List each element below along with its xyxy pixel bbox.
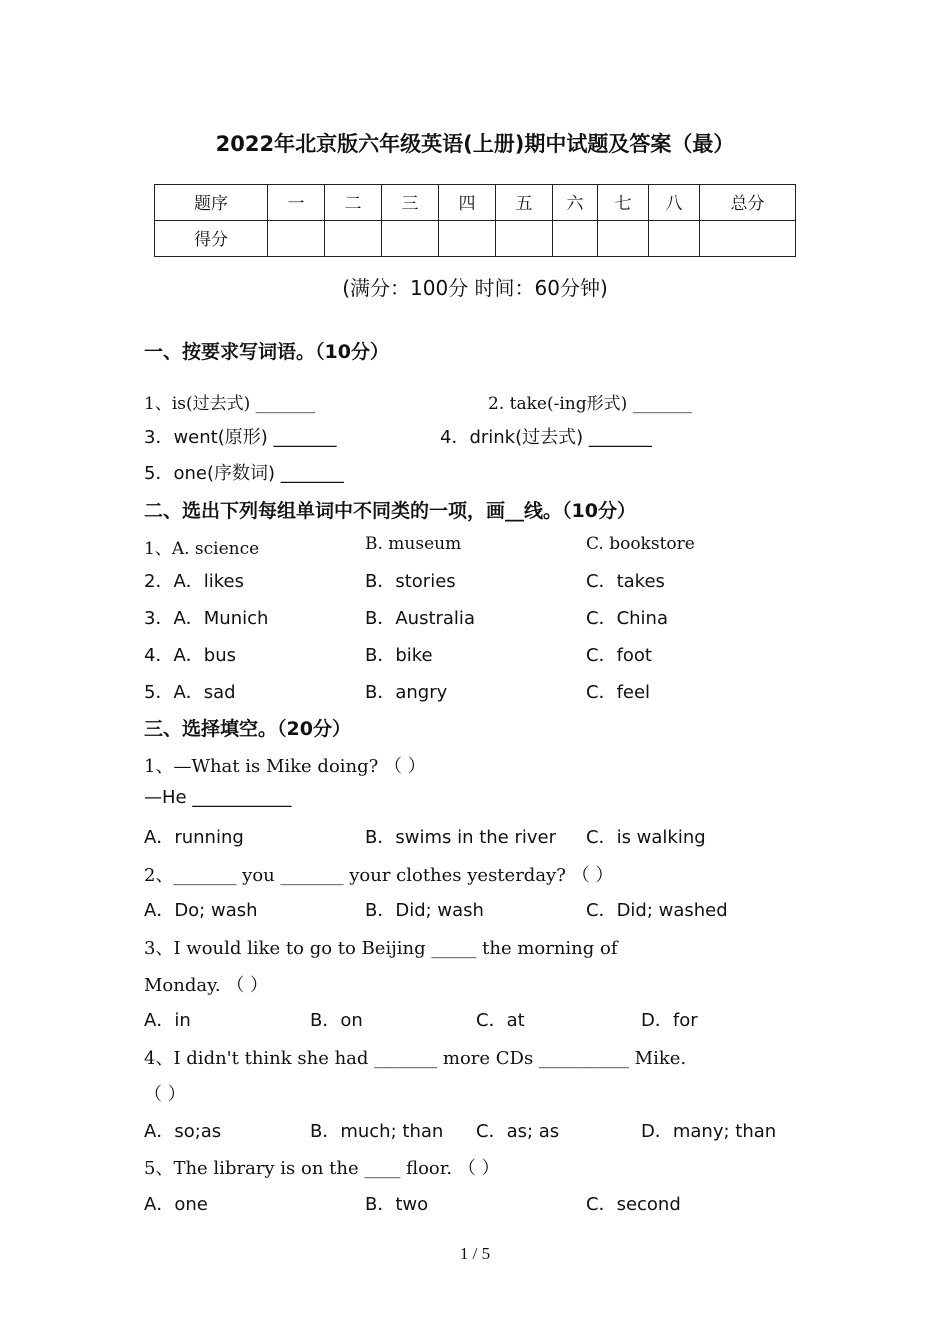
question-text: 3、I would like to go to Beijing _____ the morning of bbox=[144, 938, 618, 959]
section-heading: 三、选择填空。（20分） bbox=[144, 718, 351, 740]
option-cell: B．much; than bbox=[310, 1121, 444, 1142]
option-cell: B．angry bbox=[365, 682, 448, 703]
score-table-score-row bbox=[155, 221, 796, 257]
option-cell: C．second bbox=[586, 1194, 681, 1215]
option-cell: C．Did; washed bbox=[586, 900, 728, 921]
option-cell: C．as; as bbox=[476, 1121, 560, 1142]
question-item: 1、is(过去式) _______ bbox=[144, 394, 316, 414]
option-cell: 3．A．Munich bbox=[144, 608, 269, 629]
question-item: 3．went(原形) _______ bbox=[144, 427, 337, 448]
score-table-header-row bbox=[155, 185, 796, 221]
option-cell: C．takes bbox=[586, 571, 665, 592]
table-cell: 八 bbox=[649, 185, 700, 221]
section-heading: 二、选出下列每组单词中不同类的一项，画__线。（10分） bbox=[144, 500, 636, 522]
option-cell: A．Do; wash bbox=[144, 900, 258, 921]
table-cell: 三 bbox=[382, 185, 439, 221]
option-cell: C．is walking bbox=[586, 827, 706, 848]
question-text: —He ___________ bbox=[144, 787, 292, 808]
option-cell: 4．A．bus bbox=[144, 645, 236, 666]
table-cell: 五 bbox=[496, 185, 553, 221]
table-cell: 总分 bbox=[700, 185, 796, 221]
option-cell: B．stories bbox=[365, 571, 456, 592]
option-cell: A．in bbox=[144, 1010, 191, 1031]
table-cell: 一 bbox=[268, 185, 325, 221]
question-item: 5．one(序数词) _______ bbox=[144, 463, 344, 484]
question-item: 4．drink(过去式) _______ bbox=[440, 427, 652, 448]
option-cell: B．Australia bbox=[365, 608, 475, 629]
table-cell: 六 bbox=[553, 185, 598, 221]
table-cell: 二 bbox=[325, 185, 382, 221]
question-text: 4、I didn't think she had _______ more CDs __________ Mike. bbox=[144, 1048, 687, 1069]
option-cell: 5．A．sad bbox=[144, 682, 236, 703]
score-table bbox=[154, 184, 796, 257]
option-cell: D．for bbox=[641, 1010, 698, 1031]
option-cell: B. museum bbox=[365, 534, 462, 554]
option-cell: A．running bbox=[144, 827, 244, 848]
question-text: 1、—What is Mike doing? （ ） bbox=[144, 756, 426, 777]
score-input-cell[interactable] bbox=[598, 221, 649, 257]
score-input-cell[interactable] bbox=[439, 221, 496, 257]
page-number: 1 / 5 bbox=[459, 1244, 491, 1263]
score-input-cell[interactable] bbox=[496, 221, 553, 257]
score-input-cell[interactable] bbox=[700, 221, 796, 257]
table-cell: 四 bbox=[439, 185, 496, 221]
option-cell: C. bookstore bbox=[586, 534, 695, 554]
option-cell: B．two bbox=[365, 1194, 429, 1215]
option-cell: C．at bbox=[476, 1010, 525, 1031]
score-input-cell[interactable] bbox=[382, 221, 439, 257]
option-cell: 1、A. science bbox=[144, 539, 260, 559]
full-mark-info: (满分：100分 时间：60分钟) bbox=[342, 276, 608, 300]
option-cell: C．feel bbox=[586, 682, 651, 703]
option-cell: B．Did; wash bbox=[365, 900, 484, 921]
table-cell: 得分 bbox=[155, 221, 268, 257]
option-cell: D．many; than bbox=[641, 1121, 777, 1142]
option-cell: A．so;as bbox=[144, 1121, 222, 1142]
option-cell: A．one bbox=[144, 1194, 208, 1215]
question-text: Monday. （ ） bbox=[144, 975, 269, 996]
score-input-cell[interactable] bbox=[268, 221, 325, 257]
option-cell: B．swims in the river bbox=[365, 827, 557, 848]
option-cell: B．on bbox=[310, 1010, 363, 1031]
score-input-cell[interactable] bbox=[325, 221, 382, 257]
table-cell: 题序 bbox=[155, 185, 268, 221]
question-text: 5、The library is on the ____ floor. （ ） bbox=[144, 1158, 500, 1179]
option-cell: B．bike bbox=[365, 645, 433, 666]
score-input-cell[interactable] bbox=[649, 221, 700, 257]
question-text: 2、_______ you _______ your clothes yesterday? （ ） bbox=[144, 865, 614, 886]
question-item: 2. take(-ing形式) _______ bbox=[488, 394, 693, 414]
score-input-cell[interactable] bbox=[553, 221, 598, 257]
option-cell: C．foot bbox=[586, 645, 652, 666]
section-heading: 一、按要求写词语。（10分） bbox=[144, 341, 389, 363]
option-cell: 2．A．likes bbox=[144, 571, 245, 592]
option-cell: C．China bbox=[586, 608, 668, 629]
question-text: （ ） bbox=[144, 1084, 186, 1105]
page-title: 2022年北京版六年级英语(上册)期中试题及答案（最） bbox=[215, 132, 735, 156]
table-cell: 七 bbox=[598, 185, 649, 221]
